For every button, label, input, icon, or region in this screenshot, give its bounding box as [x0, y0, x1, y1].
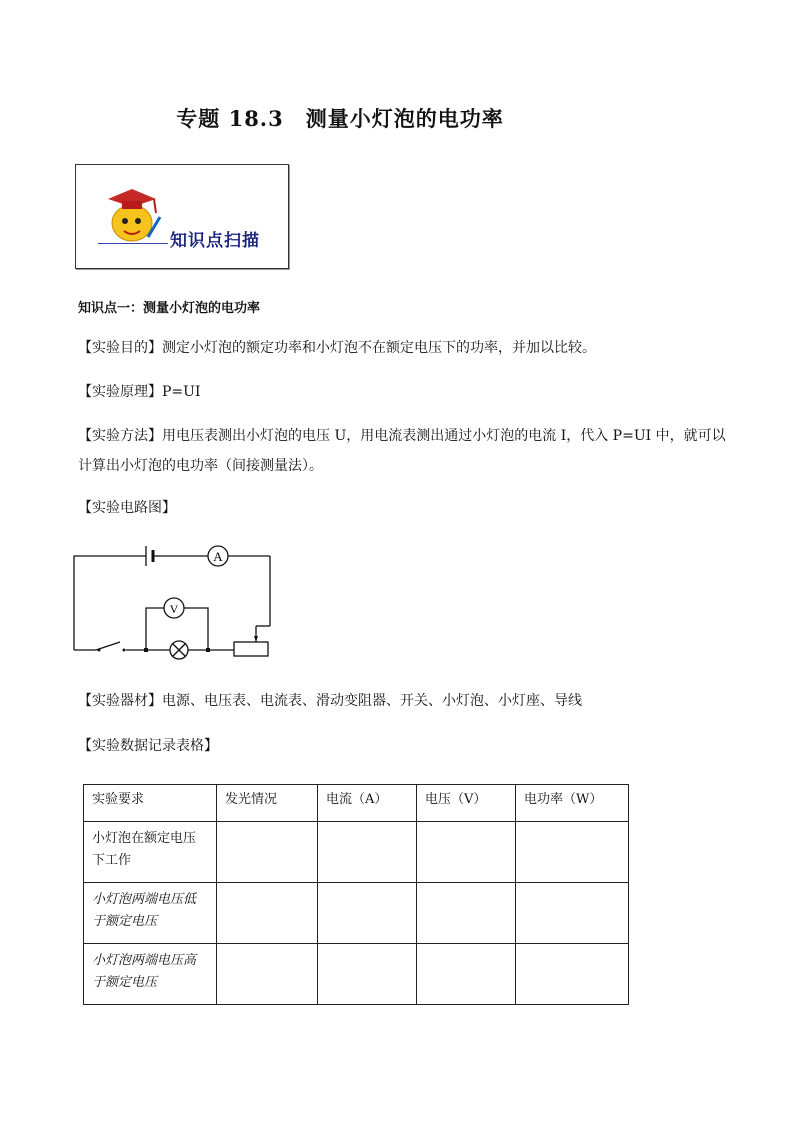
table-header-row: [84, 785, 629, 822]
section-heading: 知识点一：测量小灯泡的电功率: [78, 301, 261, 316]
knowledge-banner: [75, 164, 289, 269]
table-cell: [417, 822, 516, 883]
voltmeter-label: V: [169, 602, 179, 616]
table-cell: [516, 944, 629, 1005]
method-paragraph: 【实验方法】用电压表测出小灯泡的电压 U，用电流表测出通过小灯泡的电流 I，代入 P=UI 中，就可以计算出小灯泡的电功率（间接测量法）。: [78, 428, 726, 474]
voltmeter-icon: [164, 598, 184, 618]
header-cell: 电压（V）: [417, 785, 516, 822]
header-cell: 电功率（W）: [516, 785, 629, 822]
bulb-icon: [170, 641, 188, 659]
header-cell: 实验要求: [84, 785, 217, 822]
table-cell: 小灯泡两端电压高于额定电压: [84, 944, 217, 1005]
table-cell: [217, 944, 318, 1005]
circuit-diagram: [66, 538, 286, 668]
banner-label: 知识点扫描: [170, 231, 260, 251]
table-row: [84, 822, 629, 883]
table-cell: 小灯泡在额定电压下工作: [84, 822, 217, 883]
table-cell: [318, 883, 417, 944]
table-cell: [417, 883, 516, 944]
table-cell: [417, 944, 516, 1005]
purpose-paragraph: 【实验目的】测定小灯泡的额定功率和小灯泡不在额定电压下的功率，并加以比较。: [78, 340, 596, 356]
circuit-heading: 【实验电路图】: [78, 500, 176, 516]
data-record-table: [83, 784, 629, 1005]
table-cell: [516, 883, 629, 944]
table-row: [84, 883, 629, 944]
equipment-paragraph: 【实验器材】电源、电压表、电流表、滑动变阻器、开关、小灯泡、小灯座、导线: [78, 693, 582, 709]
table-heading: 【实验数据记录表格】: [78, 738, 218, 754]
table-cell: [217, 822, 318, 883]
banner-underline: [98, 243, 168, 244]
principle-paragraph: 【实验原理】P=UI: [78, 384, 201, 400]
ammeter-label: A: [213, 549, 223, 564]
page-title: 专题 18.3 测量小灯泡的电功率: [176, 106, 504, 131]
table-cell: [318, 944, 417, 1005]
table-cell: [516, 822, 629, 883]
header-cell: 发光情况: [217, 785, 318, 822]
table-row: [84, 944, 629, 1005]
table-cell: [217, 883, 318, 944]
table-cell: [318, 822, 417, 883]
ammeter-icon: [208, 546, 228, 566]
graduation-mascot-icon: [98, 179, 168, 245]
header-cell: 电流（A）: [318, 785, 417, 822]
table-cell: 小灯泡两端电压低于额定电压: [84, 883, 217, 944]
